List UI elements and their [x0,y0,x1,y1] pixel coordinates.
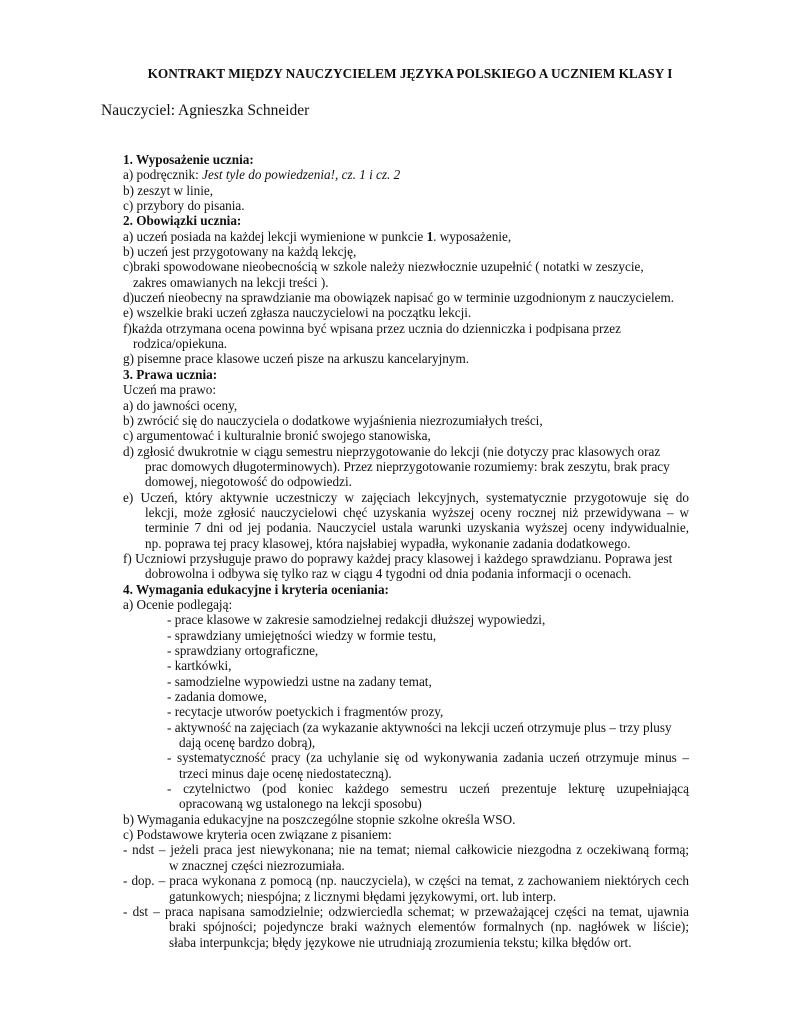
graded-item-continuation: opracowaną wg ustalonego na lekcji sposobu) [179,796,422,812]
list-item: g) pisemne prace klasowe uczeń pisze na arkuszu kancelaryjnym. [123,351,470,367]
list-item [123,229,689,244]
list-item: e) wszelkie braki uczeń zgłasza nauczycielowi na początku lekcji. [123,305,472,321]
graded-item: - zadania domowe, [167,689,267,705]
text-part: . wyposażenie, [433,228,512,244]
graded-item: - samodzielne wypowiedzi ustne na zadany temat, [167,673,432,689]
list-item: d)uczeń nieobecny na sprawdzianie ma obowiązek napisać go w terminie uzgodnionym z nauczycielem. [123,290,675,306]
criteria-dop: - dop. – praca wykonana z pomocą (np. nauczyciela), w części na temat, z zachowaniem niektórych cech [123,873,689,889]
list-item: e) Uczeń, który aktywnie uczestniczy w zajęciach lekcyjnych, systematycznie przygotowuje się do [123,489,689,505]
list-item-continuation: prac domowych długoterminowych). Przez nieprzygotowanie rozumiemy: brak zeszytu, brak pracy [145,458,670,474]
graded-item-continuation: dają ocenę bardzo dobrą), [179,735,316,751]
list-item-continuation: lekcji, może zgłosić nauczycielowi chęć uzyskania wyższej oceny rocznej niż przewidywana – w [145,504,689,520]
list-item-continuation: dobrowolna i odbywa się tylko raz w ciągu 4 tygodni od dnia podania informacji o ocenach. [145,566,632,582]
criteria-ndst: - ndst – jeżeli praca jest niewykonana; nie na temat; niemal całkowicie niezgodna z oczekiwaną formą; [123,842,689,858]
section-4-heading: 4. Wymagania edukacyjne i kryteria oceniania: [123,581,389,597]
document-body [123,152,689,950]
list-item: d) zgłosić dwukrotnie w ciągu semestru nieprzygotowanie do lekcji (nie dotyczy prac klasowych oraz [123,443,661,459]
point-number: 1 [426,228,434,244]
list-item: c)braki spowodowane nieobecnością w szkole należy niezwłocznie uzupełnić ( notatki w zeszycie, [123,259,644,275]
list-item: a) do jawności oceny, [123,397,238,413]
list-item-continuation: domowej, niegotowość do odpowiedzi. [145,474,352,490]
graded-item: - czytelnictwo (pod koniec każdego semestru uczeń prezentuje lekturę uzupełniającą [167,781,689,797]
list-item [123,167,689,182]
graded-item-continuation: trzeci minus daje ocenę niedostateczną). [179,765,392,781]
list-item-continuation: np. poprawa tej pracy klasowej, która najsłabiej wypadła, wykonanie zadania dodatkowego. [145,535,631,551]
teacher-name: Nauczyciel: Agnieszka Schneider [101,102,310,119]
list-item: b) uczeń jest przygotowany na każdą lekcję, [123,244,357,260]
section-2-heading: 2. Obowiązki ucznia: [123,213,242,229]
text-part: a) uczeń posiada na każdej lekcji wymienione w punkcie [123,228,427,244]
list-item: b) zeszyt w linie, [123,182,214,198]
graded-item: - aktywność na zajęciach (za wykazanie aktywności na lekcji uczeń otrzymuje plus – trzy plusy [167,719,672,735]
criteria-continuation: gatunkowych; niespójna; z licznymi błędami językowymi, ort. lub interp. [169,888,557,904]
criteria-continuation: słaba interpunkcja; błędy językowe nie utrudniają zrozumienia tekstu; kilka błędów ort. [169,934,632,950]
document-title: KONTRAKT MIĘDZY NAUCZYCIELEM JĘZYKA POLSKIEGO A UCZNIEM KLASY I [147,66,673,81]
item-prefix: a) podręcznik: [123,167,203,183]
list-item: c) Podstawowe kryteria ocen związane z pisaniem: [123,827,392,843]
list-item: b) Wymagania edukacyjne na poszczególne stopnie szkolne określa WSO. [123,811,516,827]
graded-item: - kartkówki, [167,658,232,674]
list-item-continuation: zakres omawianych na lekcji treści ). [133,274,329,290]
graded-item: - systematyczność pracy (za uchylanie się od wykonywania zadania uczeń otrzymuje minus – [167,750,689,766]
section-intro: Uczeń ma prawo: [123,382,217,398]
list-item: f) Uczniowi przysługuje prawo do poprawy każdej pracy klasowej i każdego sprawdzianu. Poprawa jest [123,550,673,566]
graded-item: - sprawdziany umiejętności wiedzy w formie testu, [167,627,437,643]
list-item-continuation: terminie 7 dni od jej podania. Nauczyciel ustala warunki uzyskania wyższej oceny indywidualnie, [145,520,689,536]
criteria-continuation: braki spójności; pojedyncze braki ważnych elementów formalnych (np. nagłówek w liście); [169,919,689,935]
list-item: b) zwrócić się do nauczyciela o dodatkowe wyjaśnienia niezrozumiałych treści, [123,412,543,428]
graded-item: - prace klasowe w zakresie samodzielnej redakcji dłuższej wypowiedzi, [167,612,546,628]
list-item: c) przybory do pisania. [123,198,245,214]
criteria-continuation: w znacznej części niezrozumiała. [169,857,345,873]
criteria-dst: - dst – praca napisana samodzielnie; odzwierciedla schemat; w przeważającej części na temat, ujawnia [123,903,689,919]
list-item: a) Ocenie podlegają: [123,596,233,612]
section-3-heading: 3. Prawa ucznia: [123,366,218,382]
textbook-title: Jest tyle do powiedzenia!, cz. 1 i cz. 2 [202,167,401,183]
list-item-continuation: rodzica/opiekuna. [133,336,228,352]
graded-item: - recytacje utworów poetyckich i fragmentów prozy, [167,704,444,720]
list-item: c) argumentować i kulturalnie bronić swojego stanowiska, [123,428,431,444]
list-item: f)każda otrzymana ocena powinna być wpisana przez ucznia do dzienniczka i podpisana przez [123,320,621,336]
section-1-heading: 1. Wyposażenie ucznia: [123,152,254,167]
graded-item: - sprawdziany ortograficzne, [167,643,319,658]
